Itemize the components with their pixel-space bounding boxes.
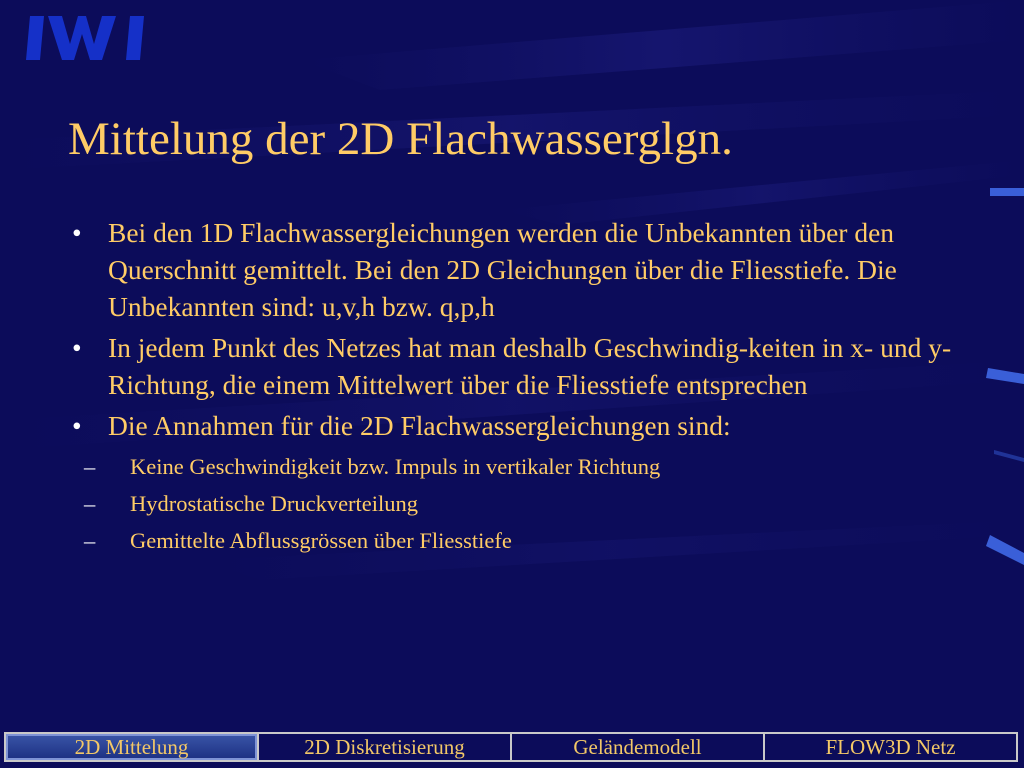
dash-symbol: –: [84, 454, 96, 479]
nav-tab-flow3d-netz[interactable]: FLOW3D Netz: [825, 734, 956, 759]
dash-symbol: –: [84, 491, 96, 516]
bullet-symbol: •: [72, 217, 82, 248]
sub-bullet-item: [84, 448, 952, 485]
sub-bullet-text: Gemittelte Abflussgrössen über Fliesstiefe: [130, 528, 512, 553]
sub-bullet-text: Keine Geschwindigkeit bzw. Impuls in vertikaler Richtung: [130, 454, 661, 479]
bullet-item: [72, 329, 952, 403]
bullet-item: [72, 214, 952, 325]
sub-bullet-item: [84, 485, 952, 522]
bullet-text: Die Annahmen für die 2D Flachwassergleichungen sind:: [108, 410, 731, 441]
bullet-item: [72, 407, 952, 444]
iwi-logo: [24, 16, 150, 60]
bullet-symbol: •: [72, 332, 82, 363]
bullet-text: In jedem Punkt des Netzes hat man deshalb Geschwindig-keiten in x- und y-Richtung, die einem Mittelwert über die Fliesstiefe entsprechen: [108, 332, 952, 400]
sub-bullet-group: [72, 448, 952, 559]
sub-bullet-list: [72, 448, 952, 559]
sub-bullet-item: [84, 522, 952, 559]
nav-tab-gelaendemodell[interactable]: Geländemodell: [512, 734, 765, 760]
bullet-list: [72, 214, 952, 559]
bullet-symbol: •: [72, 410, 82, 441]
slide-navigation-bar: [4, 732, 1018, 762]
bullet-text: Bei den 1D Flachwassergleichungen werden die Unbekannten über den Querschnitt gemittelt. Bei den 2D Gleichungen über die Fliesstiefe. Die Unbekannten sind: u,v,h bzw. q,p,h: [108, 217, 897, 322]
nav-tab-2d-mittelung[interactable]: 2D Mittelung: [6, 734, 259, 760]
slide-title: Mittelung der 2D Flachwasserglgn.: [68, 113, 733, 165]
dash-symbol: –: [84, 528, 96, 553]
nav-tab-2d-diskretisierung[interactable]: 2D Diskretisierung: [259, 734, 512, 760]
sub-bullet-text: Hydrostatische Druckverteilung: [130, 491, 419, 516]
